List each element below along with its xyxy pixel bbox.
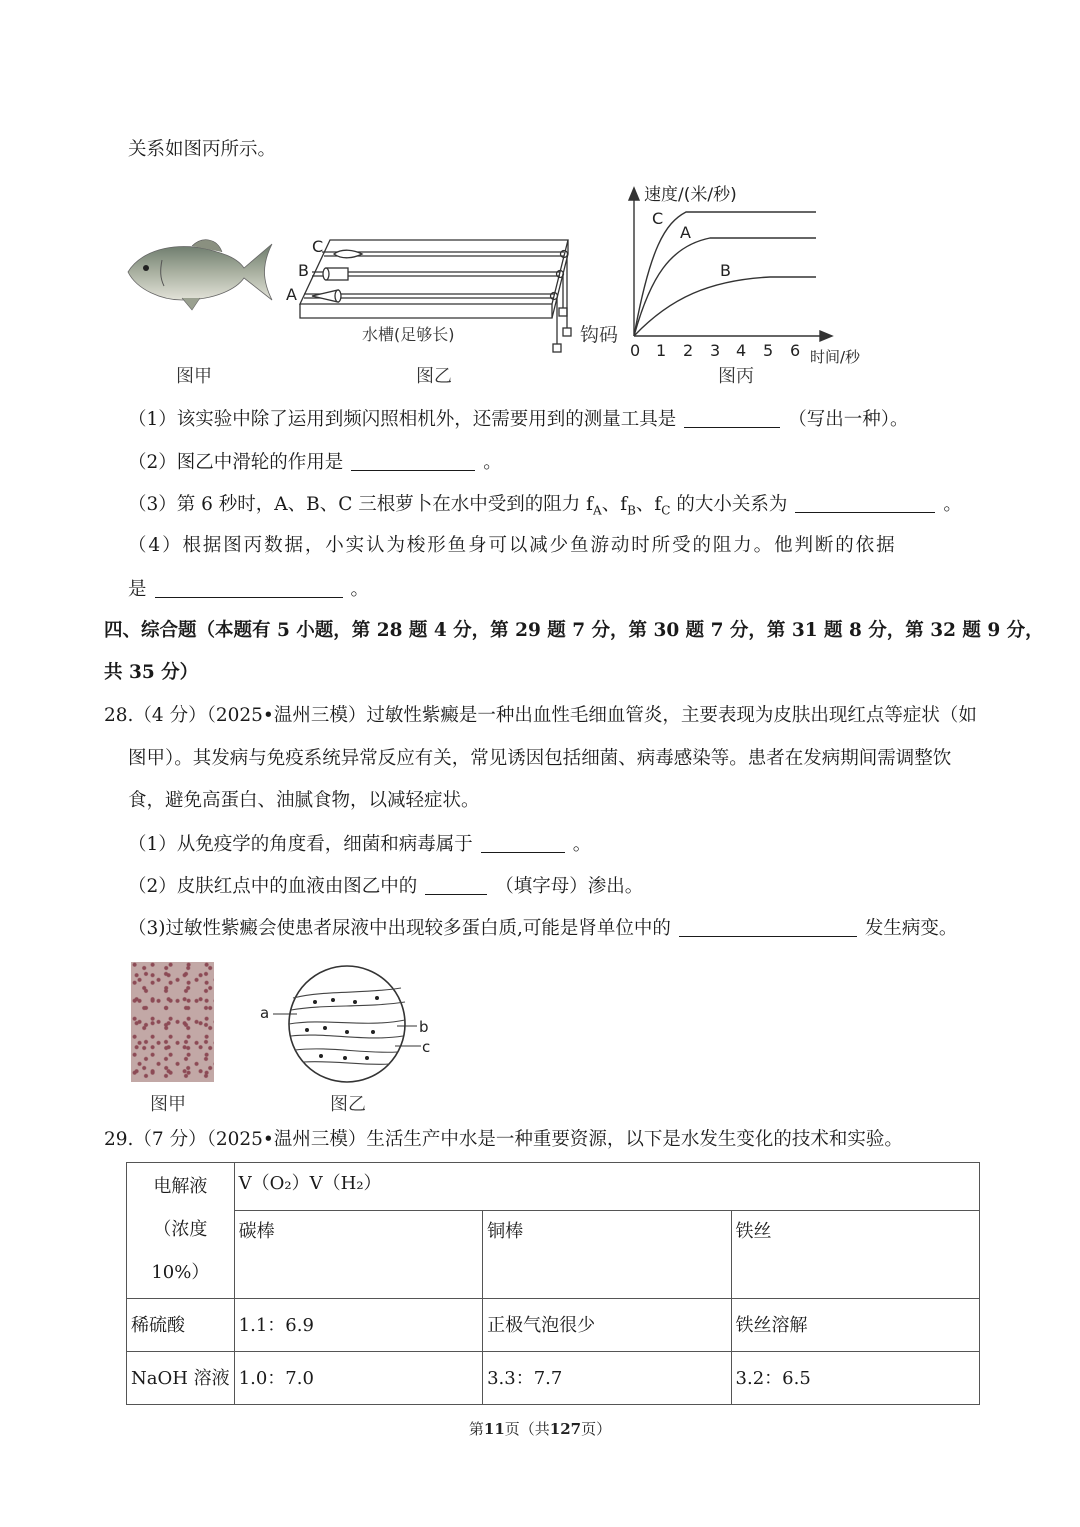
velocity-time-graph xyxy=(620,178,890,368)
x-tick-3: 3 xyxy=(710,341,721,360)
fig1-caption-bing: 图丙 xyxy=(718,366,754,387)
curve-label-C: C xyxy=(652,209,664,228)
table-row xyxy=(127,1299,980,1352)
q29-line1: 29.（7 分）（2025•温州三模）生活生产中水是一种重要资源，以下是水发生变化的技术和实验。 xyxy=(104,1129,903,1150)
x-tick-5: 5 xyxy=(763,341,774,360)
total-pages: 127 xyxy=(549,1420,582,1438)
page-footer xyxy=(0,1418,1080,1439)
row-label: 稀硫酸 xyxy=(127,1299,235,1352)
q27-s4-line2 xyxy=(128,580,369,600)
q28-s3-tail: 发生病变。 xyxy=(864,918,958,939)
fig2-caption-yi: 图乙 xyxy=(330,1094,366,1115)
curve-label-A: A xyxy=(680,223,691,242)
answer-blank[interactable] xyxy=(679,919,857,937)
q28-s1-tail: 。 xyxy=(572,834,592,855)
corner-line: 电解液 xyxy=(153,1176,208,1197)
trough-apparatus xyxy=(282,232,622,362)
column-header: 铁丝 xyxy=(731,1211,979,1299)
vessel-label-c: c xyxy=(422,1038,431,1056)
vessel-label-a: a xyxy=(260,1004,270,1022)
q27-s3-mid: 的大小关系为 xyxy=(670,494,788,515)
q27-s3-sep: 、f xyxy=(601,494,628,515)
electrolysis-table xyxy=(126,1162,980,1405)
corner-line: 10%） xyxy=(151,1262,210,1283)
q27-s3-text: （3）第 6 秒时，A、B、C 三根萝卜在水中受到的阻力 f xyxy=(128,494,594,515)
table-cell: 1.0：7.0 xyxy=(234,1352,482,1405)
q27-s3-tail: 。 xyxy=(943,494,962,515)
fig2-caption-jia: 图甲 xyxy=(150,1094,186,1115)
x-tick-6: 6 xyxy=(790,341,801,360)
graph-x-label: 时间/秒 xyxy=(810,348,861,366)
answer-blank[interactable] xyxy=(481,835,565,853)
q27-s4-text: 是 xyxy=(128,579,147,600)
q28-line3: 食，避免高蛋白、油腻食物，以减轻症状。 xyxy=(128,790,480,811)
q27-s2-text: （2）图乙中滑轮的作用是 xyxy=(128,452,344,473)
table-row xyxy=(127,1352,980,1405)
table-cell: 1.1：6.9 xyxy=(234,1299,482,1352)
answer-blank[interactable] xyxy=(155,580,343,598)
trough-label: 水槽(足够长) xyxy=(362,325,455,344)
fig1-caption-jia: 图甲 xyxy=(176,366,212,387)
table-cell: 正极气泡很少 xyxy=(483,1299,731,1352)
skin-photo xyxy=(131,962,214,1082)
q27-s2 xyxy=(128,453,502,473)
column-header: 铜棒 xyxy=(483,1211,731,1299)
vessel-label-b: b xyxy=(419,1018,429,1036)
column-header: 碳棒 xyxy=(234,1211,482,1299)
weight-label: 钩码 xyxy=(580,324,619,346)
table-cell: 铁丝溶解 xyxy=(731,1299,979,1352)
curve-label-B: B xyxy=(720,261,731,280)
q28-s1-text: （1）从免疫学的角度看，细菌和病毒属于 xyxy=(128,834,473,855)
q28-s2-text: （2）皮肤红点中的血液由图乙中的 xyxy=(128,876,418,897)
q28-s3 xyxy=(128,919,957,939)
label-B: B xyxy=(298,261,309,280)
q27-s2-tail: 。 xyxy=(483,452,502,473)
q27-s3-sep: 、f xyxy=(635,494,662,515)
x-tick-2: 2 xyxy=(683,341,694,360)
answer-blank[interactable] xyxy=(684,410,780,428)
group-header: V（O₂）V（H₂） xyxy=(234,1163,979,1211)
fig1-caption-yi: 图乙 xyxy=(416,366,452,387)
subscript-B: B xyxy=(627,503,636,518)
table-corner-cell xyxy=(127,1163,235,1299)
answer-blank[interactable] xyxy=(795,495,935,513)
label-C: C xyxy=(312,237,324,256)
graph-y-label: 速度/(米/秒) xyxy=(644,185,737,205)
q28-line2: 图甲）。其发病与免疫系统异常反应有关，常见诱因包括细菌、病毒感染等。患者在发病期间需调整饮 xyxy=(128,748,952,769)
subscript-A: A xyxy=(593,503,602,518)
x-tick-4: 4 xyxy=(736,341,747,360)
q27-s1 xyxy=(128,410,909,430)
footer-text: 页） xyxy=(581,1420,612,1438)
q27-s4-tail: 。 xyxy=(350,579,370,600)
section4-heading-line2: 共 35 分） xyxy=(104,662,199,683)
table-cell: 3.3：7.7 xyxy=(483,1352,731,1405)
label-A: A xyxy=(286,285,297,304)
footer-text: 页（共 xyxy=(504,1420,550,1438)
section4-heading-line1: 四、综合题（本题有 5 小题，第 28 题 4 分，第 29 题 7 分，第 30 题 7 分，第 31 题 8 分，第 32 题 9 分， xyxy=(104,620,1044,641)
answer-blank[interactable] xyxy=(425,877,487,895)
q27-s1-text: （1）该实验中除了运用到频闪照相机外，还需要用到的测量工具是 xyxy=(128,409,677,430)
row-label: NaOH 溶液 xyxy=(127,1352,235,1405)
subscript-C: C xyxy=(661,503,671,518)
intro-line: 关系如图丙所示。 xyxy=(128,139,277,160)
answer-blank[interactable] xyxy=(351,453,475,471)
page-number: 11 xyxy=(483,1420,505,1438)
q28-s1 xyxy=(128,835,591,855)
capillary-diagram xyxy=(255,962,435,1088)
x-tick-1: 1 xyxy=(656,341,667,360)
q27-s4-line1: （4）根据图丙数据，小实认为梭形鱼身可以减少鱼游动时所受的阻力。他判断的依据 xyxy=(128,535,897,556)
q28-s2-tail: （填字母）渗出。 xyxy=(495,876,644,897)
fish-illustration xyxy=(122,230,277,315)
q28-s2 xyxy=(128,877,643,897)
corner-line: （浓度 xyxy=(153,1219,208,1240)
q27-s3 xyxy=(128,495,962,517)
x-tick-0: 0 xyxy=(630,341,641,360)
q27-s1-tail: （写出一种）。 xyxy=(788,409,909,430)
footer-text: 第 xyxy=(468,1420,484,1438)
table-cell: 3.2：6.5 xyxy=(731,1352,979,1405)
q28-line1: 28.（4 分）（2025•温州三模）过敏性紫癜是一种出血性毛细血管炎，主要表现为皮肤出现红点等症状（如 xyxy=(104,705,977,726)
q28-s3-text: （3)过敏性紫癜会使患者尿液中出现较多蛋白质,可能是肾单位中的 xyxy=(128,918,671,939)
